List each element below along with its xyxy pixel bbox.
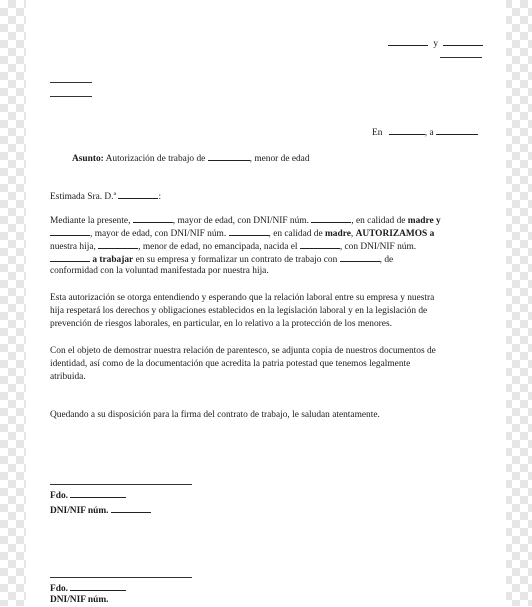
signature-line-1: [50, 484, 192, 485]
p1-bold: AUTORIZAMOS a: [355, 229, 435, 239]
blank-field: [443, 36, 483, 46]
p1-text: , mayor de edad, con DNI/NIF núm.: [90, 229, 227, 239]
signature-line-2: [50, 577, 192, 578]
dni-label: DNI/NIF núm.: [50, 506, 109, 516]
subject-label: Asunto:: [72, 154, 104, 164]
blank-field: [208, 151, 250, 161]
p1-text: , mayor de edad, con DNI/NIF núm.: [172, 216, 309, 226]
p1-bold: madre: [325, 229, 351, 239]
p1-bold: a trabajar: [92, 255, 134, 265]
city-date-line: [372, 125, 478, 140]
p1-text: Mediante la presente,: [50, 216, 131, 226]
p2-line-2: hija respetará los derechos y obligaciones establecidos en la legislación laboral y en la legislación de: [50, 306, 428, 316]
p1-text: , en calidad de: [351, 216, 406, 226]
signature2-dni: [50, 594, 109, 607]
greeting-line: [50, 189, 161, 204]
p1-line-5: [50, 265, 269, 278]
address-line-1: [50, 82, 92, 83]
blank-field: [50, 226, 90, 236]
dni-label: DNI/NIF núm.: [50, 595, 109, 605]
p1-text: , con DNI/NIF núm.: [339, 242, 417, 252]
p1-bold: madre y: [407, 216, 441, 226]
p1-text: , de: [379, 255, 394, 265]
p3-line-1: Con el objeto de demostrar nuestra relación de parentesco, se adjunta copia de nuestros documentos de: [50, 346, 436, 356]
blank-field: [133, 213, 173, 223]
p3-line-3: atribuida.: [50, 372, 86, 382]
signature1-fdo: [50, 488, 126, 503]
p1-text: ,: [350, 229, 354, 239]
blank-field: [340, 252, 380, 262]
blank-field: [389, 125, 425, 135]
p1-text: conformidad con la voluntad manifestada por nuestra hija.: [50, 266, 269, 276]
signature1-dni: [50, 503, 151, 518]
subject-text-after: , menor de edad: [249, 154, 310, 164]
p1-text: , en calidad de: [268, 229, 323, 239]
date-line: [388, 36, 483, 51]
blank-field: [70, 488, 126, 498]
blank-field: [229, 226, 269, 236]
blank-field: [311, 213, 351, 223]
subject-line: [72, 151, 310, 166]
date-y: y: [433, 39, 439, 49]
city-prefix: En: [372, 128, 383, 138]
greeting-text: Estimada Sra. D.ª: [50, 192, 117, 202]
subject-text-before: Autorización de trabajo de: [105, 154, 206, 164]
letter-page: [26, 0, 506, 606]
fdo-label: Fdo.: [50, 491, 68, 501]
p2-line-3: prevención de riesgos laborales, en particular, en lo relativo a la protección de los menores.: [50, 319, 392, 329]
closing-line: Quedando a su disposición para la firma del contrato de trabajo, le saludan atentamente.: [50, 410, 380, 420]
city-a: , a: [424, 128, 434, 138]
blank-field: [111, 503, 151, 513]
blank-field: [70, 581, 126, 591]
blank-field: [388, 36, 428, 46]
address-line-2: [50, 96, 92, 97]
blank-field: [300, 239, 340, 249]
p1-text: , menor de edad, no emancipada, nacida el: [138, 242, 298, 252]
blank-field: [118, 189, 158, 199]
fdo-label: Fdo.: [50, 584, 68, 594]
p1-text: nuestra hija,: [50, 242, 96, 252]
p3-line-2: identidad, así como de la documentación que acredita la patria potestad que tenemos legalmente: [50, 359, 411, 369]
greeting-colon: :: [158, 192, 162, 202]
blank-field: [98, 239, 138, 249]
address-line-right: [440, 57, 482, 58]
p2-line-1: Esta autorización se otorga entendiendo y esperando que la relación laboral entre su empresa y nuestra: [50, 293, 435, 303]
p1-text: en su empresa y formalizar un contrato de trabajo con: [135, 255, 338, 265]
blank-field: [436, 125, 478, 135]
blank-field: [50, 252, 90, 262]
